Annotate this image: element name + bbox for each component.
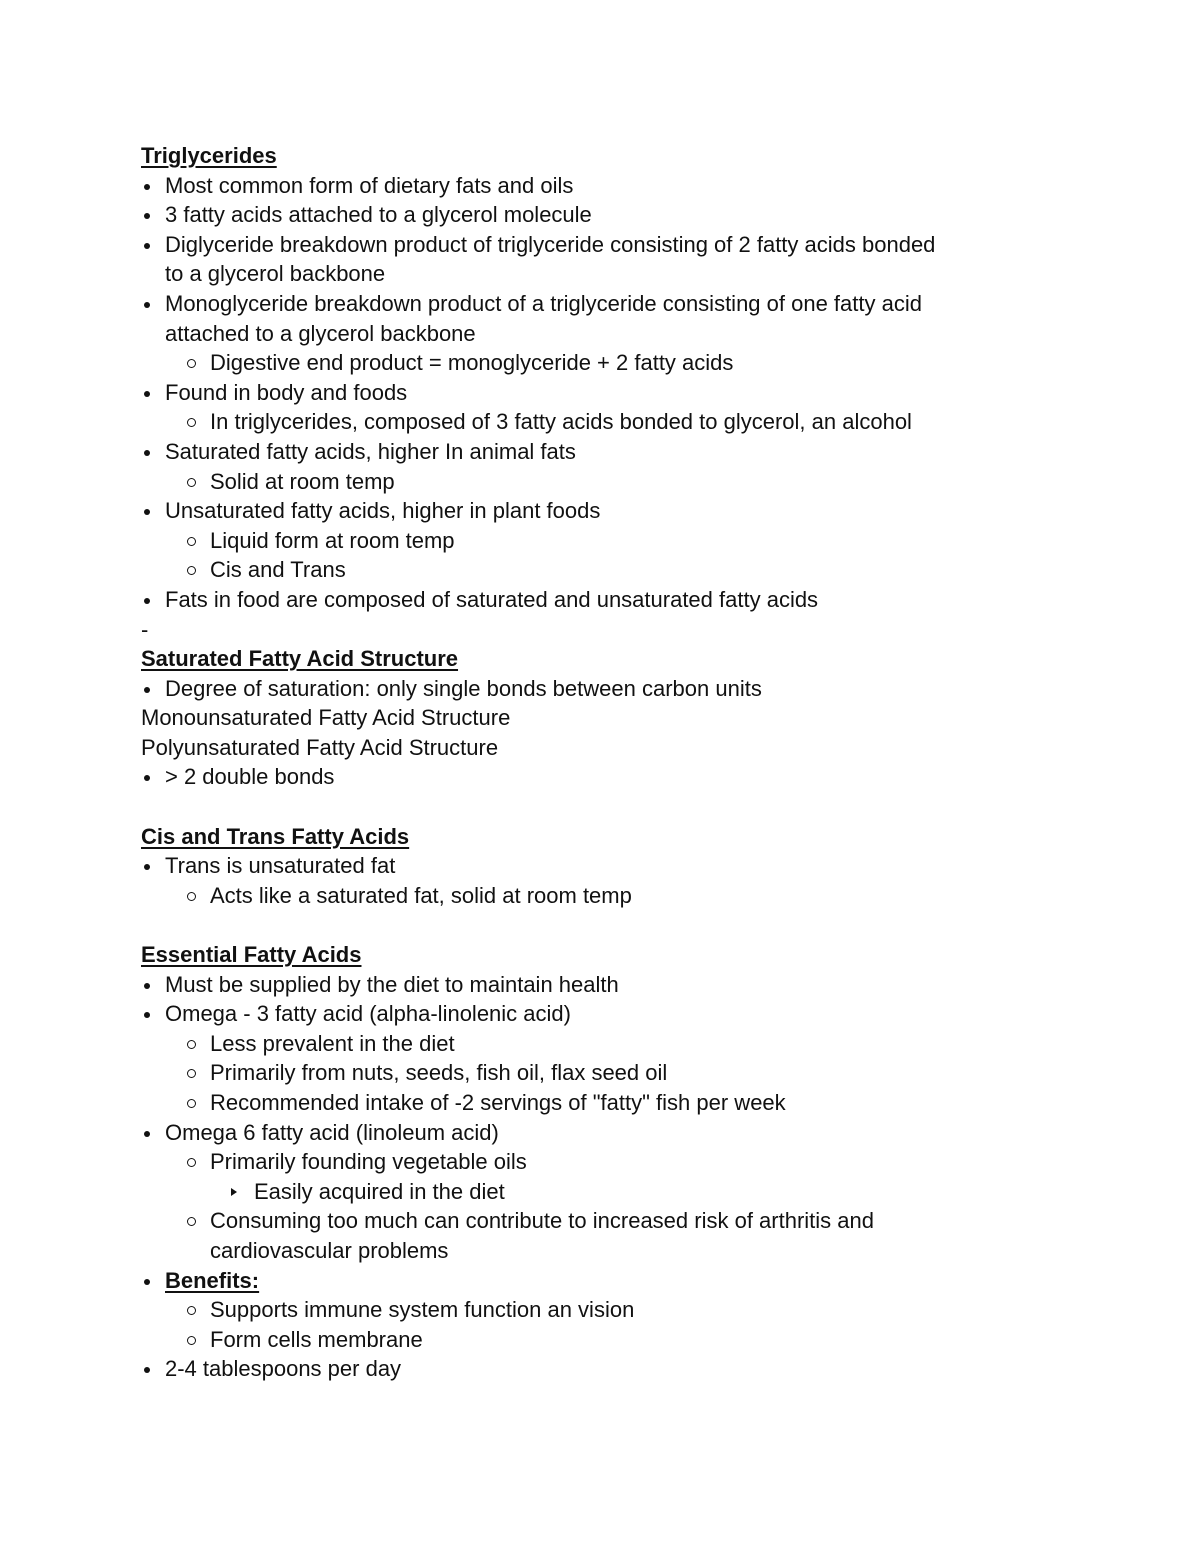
- sub-bullet-item: Consuming too much can contribute to increased risk of arthritis and: [141, 1206, 1071, 1236]
- bullet-item: > 2 double bonds: [141, 762, 1071, 792]
- subheading-polyunsaturated: Polyunsaturated Fatty Acid Structure: [141, 734, 499, 760]
- bullet-item: 2-4 tablespoons per day: [141, 1354, 1071, 1384]
- sub-bullet-item: Supports immune system function an vision: [141, 1295, 1071, 1325]
- bullet-item: Most common form of dietary fats and oils: [141, 171, 1071, 201]
- bullet-item: Saturated fatty acids, higher In animal fats: [141, 437, 1071, 467]
- sub-sub-bullet-item: Easily acquired in the diet: [141, 1177, 1071, 1207]
- sub-bullet-item: Acts like a saturated fat, solid at room temp: [141, 881, 1071, 911]
- sub-bullet-item: Cis and Trans: [141, 555, 1071, 585]
- blank-line: [141, 792, 1071, 822]
- bullet-item: Degree of saturation: only single bonds between carbon units: [141, 674, 1071, 704]
- heading-saturated-fatty-acid-structure: Saturated Fatty Acid Structure: [141, 646, 459, 672]
- sub-bullet-item: Liquid form at room temp: [141, 526, 1071, 556]
- sub-bullet-item: Form cells membrane: [141, 1325, 1071, 1355]
- sub-bullet-continuation: cardiovascular problems: [210, 1237, 449, 1263]
- bullet-continuation: attached to a glycerol backbone: [165, 320, 476, 346]
- sub-bullet-item: Less prevalent in the diet: [141, 1029, 1071, 1059]
- bullet-continuation: to a glycerol backbone: [165, 261, 386, 287]
- heading-triglycerides: Triglycerides: [141, 143, 277, 168]
- bullet-item: Diglyceride breakdown product of triglyceride consisting of 2 fatty acids bonded: [141, 230, 1071, 260]
- bullet-item-benefits: [141, 1266, 1071, 1296]
- bullet-item: Must be supplied by the diet to maintain health: [141, 970, 1071, 1000]
- notes-content: [141, 141, 1071, 1384]
- heading-cis-trans-fatty-acids: Cis and Trans Fatty Acids: [141, 823, 410, 849]
- bullet-item: Unsaturated fatty acids, higher in plant foods: [141, 496, 1071, 526]
- blank-line: [141, 910, 1071, 940]
- bullet-item: Omega 6 fatty acid (linoleum acid): [141, 1118, 1071, 1148]
- subheading-monounsaturated: Monounsaturated Fatty Acid Structure: [141, 705, 511, 731]
- bullet-item: Fats in food are composed of saturated and unsaturated fatty acids: [141, 585, 1071, 615]
- sub-bullet-item: Primarily from nuts, seeds, fish oil, flax seed oil: [141, 1058, 1071, 1088]
- bullet-item: Monoglyceride breakdown product of a triglyceride consisting of one fatty acid: [141, 289, 1071, 319]
- sub-bullet-item: Digestive end product = monoglyceride + 2 fatty acids: [141, 348, 1071, 378]
- sub-bullet-item: Solid at room temp: [141, 467, 1071, 497]
- heading-essential-fatty-acids: Essential Fatty Acids: [141, 942, 362, 968]
- bullet-item: Omega - 3 fatty acid (alpha-linolenic acid): [141, 999, 1071, 1029]
- sub-bullet-item: Recommended intake of -2 servings of "fatty" fish per week: [141, 1088, 1071, 1118]
- benefits-label: Benefits:: [165, 1267, 260, 1293]
- bullet-item: Found in body and foods: [141, 378, 1071, 408]
- separator-dash: -: [141, 616, 149, 642]
- bullet-item: Trans is unsaturated fat: [141, 851, 1071, 881]
- sub-bullet-item: In triglycerides, composed of 3 fatty acids bonded to glycerol, an alcohol: [141, 407, 1071, 437]
- sub-bullet-item: Primarily founding vegetable oils: [141, 1147, 1071, 1177]
- bullet-item: 3 fatty acids attached to a glycerol molecule: [141, 200, 1071, 230]
